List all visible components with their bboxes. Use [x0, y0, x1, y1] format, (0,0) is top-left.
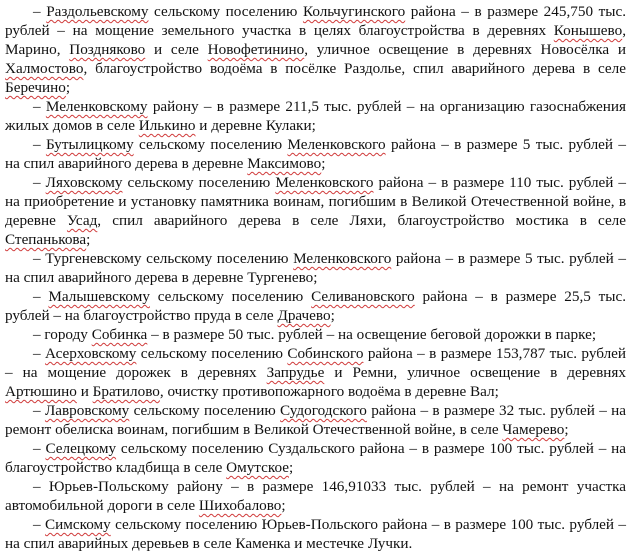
spellcheck-flagged-word: Артюшино: [5, 383, 77, 400]
allocation-paragraph: [5, 287, 626, 325]
spellcheck-flagged-word: Собинского: [287, 345, 364, 362]
text-run: ;: [288, 459, 294, 476]
spellcheck-flagged-word: Халмостово: [5, 60, 84, 77]
text-run: и Ремни, уличное освещение в деревнях: [324, 364, 626, 381]
spellcheck-flagged-word: Илькино: [138, 117, 196, 134]
allocation-paragraph: [5, 135, 626, 173]
allocation-paragraph: [5, 477, 626, 515]
spellcheck-flagged-word: Усад: [66, 212, 98, 229]
text-run: – городу: [33, 326, 92, 343]
text-run: –: [33, 3, 47, 20]
allocation-paragraph: [5, 439, 626, 477]
spellcheck-flagged-word: Ляховскому: [45, 174, 123, 191]
spellcheck-flagged-word: Запрудье: [266, 364, 325, 381]
spellcheck-flagged-word: Меленковского: [275, 174, 374, 191]
spellcheck-flagged-word: Асерховскому: [45, 345, 137, 362]
text-run: сельскому поселению Суздальского района – в размере 100 тыс. рублей – на благоустройство кладбища в селе: [5, 440, 627, 476]
text-run: – Юрьев-Польскому району – в размере 146,91033 тыс. рублей – на ремонт участка автомобильной дороги в селе: [5, 478, 626, 514]
spellcheck-flagged-word: Чамерево: [502, 421, 565, 438]
allocation-paragraph: [5, 344, 626, 401]
text-run: –: [33, 288, 49, 305]
spellcheck-flagged-word: Меленковского: [287, 136, 386, 153]
text-run: ;: [321, 155, 326, 172]
spellcheck-flagged-word: Новофетинино: [207, 41, 305, 58]
text-run: сельскому поселению: [148, 3, 303, 20]
spellcheck-flagged-word: Беречино: [5, 79, 66, 96]
allocation-paragraph: [5, 401, 626, 439]
text-run: района – в размере 5 тыс. рублей – на спил аварийного дерева в деревне: [5, 136, 626, 172]
text-run: –: [33, 402, 45, 419]
spellcheck-flagged-word: Братилово: [92, 383, 160, 400]
spellcheck-flagged-word: Раздольевскому: [46, 3, 149, 20]
text-run: сельскому поселению Юрьев-Польского района – в размере 100 тыс. рублей – на спил аварийных деревьев в селе Каменка и местечке Лучки.: [5, 516, 627, 552]
text-run: района – в размере 153,787 тыс. рублей – на мощение дорожек в деревнях: [5, 345, 627, 381]
spellcheck-flagged-word: Поздняково: [69, 41, 146, 58]
text-run: –: [33, 136, 46, 153]
text-run: и деревне Кулаки;: [195, 117, 316, 134]
spellcheck-flagged-word: Шихобалово: [198, 497, 282, 514]
spellcheck-flagged-word: Меленковскому: [45, 98, 148, 115]
text-run: района – в размере 32 тыс. рублей – на ремонт обелиска воинам, погибшим в Великой Отечественной войне, в селе: [5, 402, 627, 438]
text-run: района – в размере 245,750 тыс. рублей – на мощение земельного участка в целях благоустройства в деревнях: [5, 3, 627, 39]
allocation-paragraph: [5, 97, 626, 135]
text-run: –: [33, 174, 46, 191]
text-run: сельскому поселению: [129, 402, 281, 419]
spellcheck-flagged-word: Лавровскому: [44, 402, 130, 419]
spellcheck-flagged-word: Селивановского: [311, 288, 415, 305]
text-run: – Тургеневскому сельскому поселению: [33, 250, 294, 267]
spellcheck-flagged-word: Степанькова: [5, 231, 87, 248]
allocation-paragraph: [5, 173, 626, 249]
text-run: –: [33, 98, 46, 115]
spellcheck-flagged-word: Конышево: [553, 22, 623, 39]
text-run: , спил аварийного дерева в селе Ляхи, благоустройство мостика в селе: [97, 212, 627, 229]
text-run: и селе: [145, 41, 208, 58]
spellcheck-flagged-word: Драчево: [277, 307, 331, 324]
spellcheck-flagged-word: Собинка: [91, 326, 148, 343]
document-body: [5, 2, 626, 553]
text-run: –: [33, 345, 45, 362]
allocation-paragraph: [5, 515, 626, 553]
text-run: и: [76, 383, 93, 400]
text-run: , благоустройство водоёма в посёлке Раздолье, спил аварийного дерева в селе: [83, 60, 626, 77]
text-run: , очистку противопожарного водоёма в деревне Вал;: [159, 383, 499, 400]
spellcheck-flagged-word: Меленковского: [293, 250, 392, 267]
text-run: сельскому поселению: [122, 174, 276, 191]
text-run: района – в размере 110 тыс. рублей – на приобретение и установку памятника воинам, погибшим в Великой Отечественной войне, в деревне: [5, 174, 627, 229]
text-run: ;: [281, 497, 286, 514]
spellcheck-flagged-word: Омутское: [226, 459, 289, 476]
text-run: району – в размере 211,5 тыс. рублей – на организацию газоснабжения жилых домов в селе: [5, 98, 626, 134]
spellcheck-flagged-word: Малышевскому: [48, 288, 150, 305]
text-run: сельскому поселению: [149, 288, 312, 305]
text-run: сельскому поселению: [133, 136, 288, 153]
text-run: ;: [330, 307, 335, 324]
text-run: , Марино,: [5, 22, 626, 58]
allocation-paragraph: [5, 249, 626, 287]
text-run: сельскому поселению: [136, 345, 288, 362]
text-run: ;: [86, 231, 91, 248]
text-run: – в размере 50 тыс. рублей – на освещение беговой дорожки в парке;: [147, 326, 597, 343]
allocation-paragraph: [5, 2, 626, 97]
spellcheck-flagged-word: Максимово: [247, 155, 322, 172]
spellcheck-flagged-word: Бутылицкому: [45, 136, 134, 153]
spellcheck-flagged-word: Кольчугинского: [302, 3, 406, 20]
spellcheck-flagged-word: Селецкому: [45, 440, 117, 457]
text-run: –: [33, 516, 45, 533]
text-run: района – в размере 25,5 тыс. рублей – на благоустройство пруда в селе: [5, 288, 627, 324]
spellcheck-flagged-word: Симскому: [45, 516, 111, 533]
text-run: , уличное освещение в деревнях Новосёлка и: [304, 41, 626, 58]
text-run: ;: [564, 421, 569, 438]
text-run: ;: [65, 79, 71, 96]
text-run: –: [33, 440, 46, 457]
spellcheck-flagged-word: Судогодского: [280, 402, 367, 419]
text-run: района – в размере 5 тыс. рублей – на спил аварийного дерева в деревне Тургенево;: [5, 250, 626, 286]
allocation-paragraph: [5, 325, 626, 344]
